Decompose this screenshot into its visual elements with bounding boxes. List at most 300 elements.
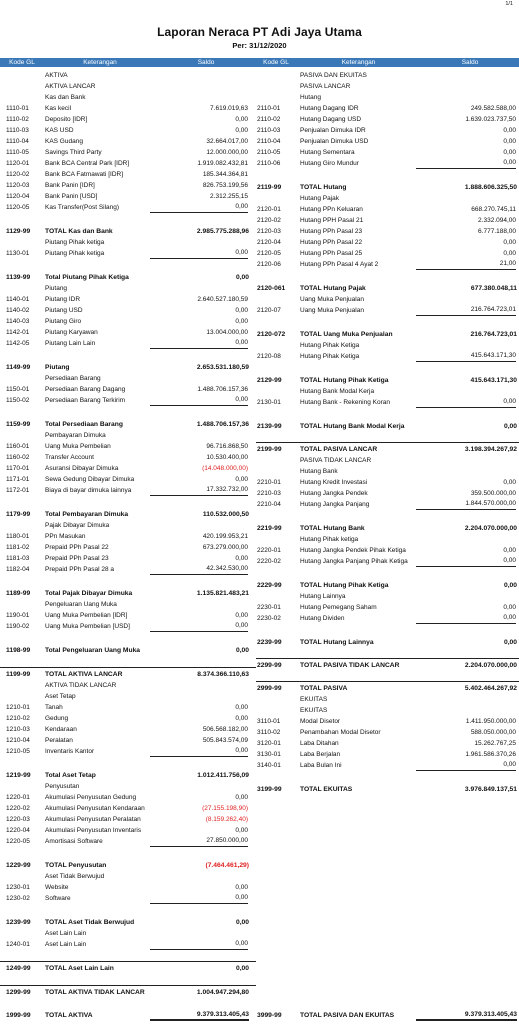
total-row: [256, 444, 519, 455]
total-amount: 2.204.070.000,00: [464, 662, 517, 669]
account-name: Hutang Bank: [300, 468, 338, 475]
total-row: [256, 580, 519, 591]
account-name: TOTAL Hutang Bank Modal Kerja: [300, 423, 405, 430]
total-row: [0, 669, 256, 680]
account-row: [256, 125, 519, 136]
account-row: [256, 237, 519, 248]
account-name: Pembayaran Dimuka: [45, 432, 106, 439]
account-row: [256, 351, 519, 362]
section-heading: [256, 455, 519, 466]
total-row: [0, 987, 256, 998]
account-name: Pengeluaran Uang Muka: [45, 601, 117, 608]
gl-code: 2120-07: [257, 307, 281, 314]
account-name: Penjualan Dimuka IDR: [300, 127, 366, 134]
account-name: Akumulasi Penyusutan Inventaris: [45, 827, 142, 834]
section-heading: [0, 680, 256, 691]
account-row: [0, 441, 256, 452]
gl-code: 1142-01: [6, 329, 30, 336]
total-row: [0, 419, 256, 430]
account-name: Hutang Sementara: [300, 149, 355, 156]
total-row: [256, 1010, 519, 1021]
amount: 0,00: [503, 138, 516, 145]
total-amount: 2.985.775.288,96: [196, 228, 249, 235]
amount: 0,00: [235, 555, 248, 562]
account-name: Uang Muka Penjualan: [300, 296, 364, 303]
amount: 0,00: [503, 604, 516, 611]
section-heading: [256, 386, 519, 397]
gl-code: 1190-01: [6, 612, 30, 619]
account-row: [256, 215, 519, 226]
amount: 13.004.000,00: [206, 329, 248, 336]
account-row: [0, 452, 256, 463]
section-heading: [0, 520, 256, 531]
gl-code: 3999-99: [257, 1012, 282, 1019]
account-name: TOTAL Hutang Pihak Ketiga: [300, 582, 389, 589]
account-row: [0, 294, 256, 305]
account-row: [0, 147, 256, 158]
section-heading: [0, 928, 256, 939]
gl-code: 1229-99: [6, 862, 31, 869]
gl-code: 1160-02: [6, 454, 30, 461]
amount: 0,00: [503, 250, 516, 257]
account-name: Hutang Pihak Ketiga: [300, 342, 360, 349]
total-amount: 9.379.313.405,43: [416, 1010, 517, 1021]
gl-code: 2229-99: [257, 582, 282, 589]
section-heading: [0, 283, 256, 294]
account-row: [256, 727, 519, 738]
account-name: Prepaid PPh Pasal 22: [45, 544, 109, 551]
amount: 0,00: [235, 884, 248, 891]
account-name: Website: [45, 884, 69, 891]
account-row: [0, 702, 256, 713]
account-name: Persediaan Barang: [45, 375, 101, 382]
account-name: Bank Panin [IDR]: [45, 182, 95, 189]
total-amount: 1.012.411.756,09: [197, 772, 249, 779]
amount: 2.640.527.180,59: [197, 296, 248, 303]
account-name: TOTAL PASIVA: [300, 685, 348, 692]
amount: 216.764.723,01: [416, 305, 516, 316]
account-name: TOTAL AKTIVA: [45, 1012, 93, 1019]
account-row: [0, 125, 256, 136]
account-name: Akumulasi Penyusutan Gedung: [45, 794, 137, 801]
gl-code: 2239-99: [257, 639, 282, 646]
account-name: TOTAL Hutang Bank: [300, 525, 365, 532]
account-name: TOTAL Hutang: [300, 184, 347, 191]
account-row: [256, 760, 519, 771]
total-row: [0, 272, 256, 283]
gl-code: 1120-03: [6, 182, 30, 189]
account-name: Piutang Lain Lain: [45, 340, 96, 347]
account-name: Hutang Dagang IDR: [300, 105, 359, 112]
gl-code: 2120-06: [257, 261, 281, 268]
account-row: [0, 338, 256, 349]
gl-code: 3130-01: [257, 751, 281, 758]
account-row: [0, 939, 256, 950]
account-name: Hutang Dagang USD: [300, 116, 362, 123]
total-row: [256, 523, 519, 534]
amount: 0,00: [235, 715, 248, 722]
account-name: Biaya di bayar dimuka lainnya: [45, 487, 132, 494]
account-name: Kas dan Bank: [45, 94, 86, 101]
account-row: [0, 724, 256, 735]
gl-code: 1199-99: [6, 671, 31, 678]
account-name: Aset Tetap: [45, 693, 76, 700]
gl-code: 1181-03: [6, 555, 30, 562]
amount: 0,00: [150, 395, 248, 406]
account-name: PASIVA LANCAR: [300, 83, 351, 90]
gl-code: 2120-01: [257, 206, 281, 213]
total-row: [0, 917, 256, 928]
account-row: [0, 305, 256, 316]
account-name: Hutang Giro Mundur: [300, 160, 359, 167]
account-row: [0, 191, 256, 202]
gl-code: 1220-03: [6, 816, 30, 823]
header-saldo-left: Saldo: [197, 59, 215, 66]
amount: 1.488.706.157,36: [197, 386, 248, 393]
total-amount: 2.653.531.180,59: [196, 364, 249, 371]
section-heading: [256, 705, 519, 716]
total-amount: 3.976.849.137,51: [464, 786, 517, 793]
account-name: Piutang USD: [45, 307, 83, 314]
gl-code: 1110-03: [6, 127, 29, 134]
account-name: Sewa Gedung Dibayar Dimuka: [45, 476, 135, 483]
account-row: [256, 136, 519, 147]
account-row: [0, 542, 256, 553]
account-name: Hutang Jangka Panjang Pihak Ketiga: [300, 558, 408, 565]
gl-code: 2110-05: [257, 149, 281, 156]
gl-code: 2230-01: [257, 604, 281, 611]
amount: 826.753.199,56: [202, 182, 248, 189]
account-name: PASIVA TIDAK LANCAR: [300, 457, 372, 464]
amount: 6.777.188,00: [478, 228, 516, 235]
amount: 0,00: [503, 149, 516, 156]
account-name: Bank BCA Central Park [IDR]: [45, 160, 130, 167]
account-row: [0, 316, 256, 327]
gl-code: 2110-02: [257, 116, 281, 123]
gl-code: 1139-99: [6, 274, 31, 281]
account-name: Hutang Pihak ketiga: [300, 536, 359, 543]
section-heading: [256, 193, 519, 204]
section-heading: [0, 373, 256, 384]
account-row: [0, 792, 256, 803]
account-name: Akumulasi Penyusutan Peralatan: [45, 816, 141, 823]
gl-code: 2110-01: [257, 105, 281, 112]
page-number: 1/1: [505, 1, 513, 7]
amount: 506.568.182,00: [202, 726, 248, 733]
total-amount: 110.532.000,50: [202, 511, 249, 518]
gl-code: 1210-05: [6, 748, 30, 755]
account-name: Hutang Jangka Panjang: [300, 501, 370, 508]
gl-code: 1179-99: [6, 511, 31, 518]
amount: 668.270.745,11: [471, 206, 516, 213]
gl-code: 3110-01: [257, 718, 281, 725]
total-row: [0, 645, 256, 656]
gl-code: 3199-99: [257, 786, 282, 793]
total-separator-line: [0, 961, 256, 962]
total-amount: 0,00: [235, 274, 249, 281]
account-name: Piutang Pihak ketiga: [45, 239, 105, 246]
total-row: [256, 375, 519, 386]
gl-code: 1159-99: [6, 421, 31, 428]
gl-code: 2210-04: [257, 501, 281, 508]
gl-code: 1230-02: [6, 895, 30, 902]
total-row: [0, 509, 256, 520]
account-name: Pajak Dibayar Dimuka: [45, 522, 110, 529]
gl-code: 2120-072: [257, 331, 286, 338]
account-row: [256, 248, 519, 259]
amount: (8.159.262,40): [205, 816, 248, 823]
account-row: [256, 602, 519, 613]
gl-code: 1230-01: [6, 884, 30, 891]
gl-code: 1240-01: [6, 941, 30, 948]
gl-code: 2139-99: [257, 423, 282, 430]
account-row: [0, 169, 256, 180]
account-name: TOTAL AKTIVA TIDAK LANCAR: [45, 989, 145, 996]
total-separator-line: [256, 681, 519, 682]
account-name: Total Aset Tetap: [45, 772, 96, 779]
account-name: Hutang Pemegang Saham: [300, 604, 377, 611]
account-name: EKUITAS: [300, 707, 328, 714]
amount: 673.279.000,00: [202, 544, 248, 551]
account-name: Laba Ditahan: [300, 740, 339, 747]
account-row: [256, 556, 519, 567]
total-amount: 0,00: [235, 965, 249, 972]
gl-code: 1210-01: [6, 704, 30, 711]
gl-code: 1220-05: [6, 838, 30, 845]
account-row: [0, 893, 256, 904]
gl-code: 1140-01: [6, 296, 30, 303]
account-name: Hutang Lainnya: [300, 593, 346, 600]
total-separator-line: [0, 667, 256, 668]
total-amount: (7.464.461,29): [205, 862, 249, 869]
account-name: Hutang Pihak Ketiga: [300, 353, 360, 360]
account-row: [0, 136, 256, 147]
account-name: Total Pembayaran Dimuka: [45, 511, 129, 518]
section-heading: [256, 81, 519, 92]
header-kode-gl-right: Kode GL: [263, 59, 289, 66]
section-heading: [0, 430, 256, 441]
account-name: Gedung: [45, 715, 69, 722]
amount: 21,00: [416, 259, 516, 270]
gl-code: 2120-03: [257, 228, 281, 235]
amount: 249.582.588,00: [470, 105, 516, 112]
account-row: [0, 327, 256, 338]
account-name: EKUITAS: [300, 696, 328, 703]
gl-code: 1171-01: [6, 476, 30, 483]
gl-code: 1210-03: [6, 726, 30, 733]
amount: 0,00: [503, 479, 516, 486]
gl-code: 1210-04: [6, 737, 30, 744]
account-name: Total Pajak Dibayar Dimuka: [45, 590, 133, 597]
amount: (14.048.000,00): [202, 465, 248, 472]
section-heading: [256, 534, 519, 545]
header-keterangan-left: Keterangan: [83, 59, 117, 66]
total-amount: 1.004.947.294,80: [196, 989, 249, 996]
amount: 0,00: [235, 127, 248, 134]
gl-code: 1142-05: [6, 340, 30, 347]
gl-code: 3110-02: [257, 729, 281, 736]
account-name: Piutang Pihak ketiga: [45, 250, 105, 257]
account-row: [256, 103, 519, 114]
gl-code: 2120-02: [257, 217, 281, 224]
report-period: Per: 31/12/2020: [232, 41, 287, 50]
account-name: Inventaris Kantor: [45, 748, 95, 755]
amount: 1.961.586.370,26: [465, 751, 516, 758]
account-name: Kas kecil: [45, 105, 72, 112]
account-name: PPn Masukan: [45, 533, 86, 540]
account-name: TOTAL Aset Tidak Berwujud: [45, 919, 135, 926]
account-row: [256, 259, 519, 270]
total-separator-line: [0, 985, 256, 986]
account-row: [0, 103, 256, 114]
gl-code: 2999-99: [257, 685, 282, 692]
gl-code: 1181-02: [6, 544, 30, 551]
gl-code: 2130-01: [257, 399, 281, 406]
account-row: [256, 716, 519, 727]
gl-code: 2220-01: [257, 547, 281, 554]
account-name: Prepaid PPh Pasal 28 a: [45, 566, 115, 573]
account-row: [0, 882, 256, 893]
account-name: Amortisasi Software: [45, 838, 103, 845]
total-row: [256, 784, 519, 795]
account-name: TOTAL Penyusutan: [45, 862, 107, 869]
account-row: [256, 749, 519, 760]
amount: 7.619.019,63: [210, 105, 248, 112]
section-heading: [0, 599, 256, 610]
account-name: Aset Lain Lain: [45, 930, 87, 937]
gl-code: 1120-01: [6, 160, 30, 167]
gl-code: 1220-02: [6, 805, 30, 812]
account-name: Uang Muka Pembelian [USD]: [45, 623, 130, 630]
amount: 359.500.000,00: [470, 490, 516, 497]
amount: 0,00: [416, 158, 516, 169]
account-name: PASIVA DAN EKUITAS: [300, 72, 367, 79]
account-name: Piutang: [45, 364, 70, 371]
total-row: [256, 283, 519, 294]
amount: 2.312.255,15: [210, 193, 248, 200]
amount: 415.643.171,30: [416, 351, 516, 362]
section-heading: [256, 340, 519, 351]
account-name: Modal Disetor: [300, 718, 341, 725]
account-name: Kas Transfer(Post Silang): [45, 204, 120, 211]
amount: 12.000.000,00: [206, 149, 248, 156]
total-amount: 0,00: [235, 647, 249, 654]
gl-code: 2210-03: [257, 490, 281, 497]
total-row: [0, 588, 256, 599]
account-row: [0, 553, 256, 564]
account-name: Piutang Giro: [45, 318, 82, 325]
amount: 420.199.953,21: [202, 533, 248, 540]
gl-code: 1150-02: [6, 397, 30, 404]
account-name: Bank BCA Fatmawati [IDR]: [45, 171, 124, 178]
account-row: [0, 746, 256, 757]
amount: 0,00: [416, 613, 516, 624]
gl-code: 1190-02: [6, 623, 30, 630]
gl-code: 1220-04: [6, 827, 30, 834]
account-row: [256, 158, 519, 169]
gl-code: 1172-01: [6, 487, 30, 494]
total-separator-line: [256, 658, 519, 659]
report-title: Laporan Neraca PT Adi Jaya Utama: [157, 25, 362, 39]
amount: 0,00: [235, 704, 248, 711]
section-heading: [256, 466, 519, 477]
table-header: [0, 58, 519, 67]
gl-code: 2120-05: [257, 250, 281, 257]
account-row: [256, 545, 519, 556]
amount: 588.050.000,00: [470, 729, 516, 736]
total-amount: 3.198.394.267,92: [464, 446, 517, 453]
section-heading: [256, 591, 519, 602]
amount: 17.332.732,00: [150, 485, 248, 496]
gl-code: 2120-08: [257, 353, 281, 360]
account-name: Hutang PPh Pasal 25: [300, 250, 363, 257]
gl-code: 1219-99: [6, 772, 31, 779]
section-heading: [0, 92, 256, 103]
amount: 27.850.000,00: [150, 836, 248, 847]
total-row: [256, 660, 519, 671]
account-row: [0, 803, 256, 814]
gl-code: 2219-99: [257, 525, 282, 532]
amount: 15.262.767,25: [474, 740, 516, 747]
account-name: Peralatan: [45, 737, 73, 744]
amount: 0,00: [150, 202, 248, 213]
account-row: [0, 384, 256, 395]
account-name: TOTAL Uang Muka Penjualan: [300, 331, 393, 338]
gl-code: 2199-99: [257, 446, 282, 453]
account-name: Total Pengeluaran Uang Muka: [45, 647, 141, 654]
account-name: KAS Gudang: [45, 138, 83, 145]
gl-code: 1120-05: [6, 204, 30, 211]
gl-code: 1210-02: [6, 715, 30, 722]
account-name: Total Persediaan Barang: [45, 421, 123, 428]
account-name: Hutang Bank Modal Kerja: [300, 388, 375, 395]
gl-code: 1180-01: [6, 533, 30, 540]
account-row: [256, 305, 519, 316]
account-row: [256, 397, 519, 408]
account-name: AKTIVA TIDAK LANCAR: [45, 682, 117, 689]
section-heading: [256, 70, 519, 81]
account-row: [0, 610, 256, 621]
account-name: Penjualan Dimuka USD: [300, 138, 369, 145]
section-heading: [256, 92, 519, 103]
total-row: [0, 1010, 256, 1021]
total-amount: 5.402.464.267,92: [464, 685, 517, 692]
total-row: [256, 421, 519, 432]
account-name: Aset Lain Lain: [45, 941, 87, 948]
amount: 0,00: [503, 239, 516, 246]
total-amount: 216.764.723,01: [470, 331, 517, 338]
account-name: Hutang Jangka Pendek: [300, 490, 368, 497]
account-name: Laba Berjalan: [300, 751, 341, 758]
account-name: TOTAL PASIVA DAN EKUITAS: [300, 1012, 395, 1019]
amount: 505.843.574,09: [202, 737, 248, 744]
account-name: Savings Third Party: [45, 149, 102, 156]
amount: 0,00: [235, 116, 248, 123]
account-row: [0, 531, 256, 542]
account-name: Persediaan Barang Terkirim: [45, 397, 126, 404]
account-row: [256, 226, 519, 237]
gl-code: 1110-01: [6, 105, 29, 112]
total-separator-line: [256, 442, 519, 443]
account-name: TOTAL EKUITAS: [300, 786, 353, 793]
account-row: [256, 613, 519, 624]
account-name: Hutang PPn Keluaran: [300, 206, 363, 213]
gl-code: 1140-02: [6, 307, 30, 314]
amount: 1.411.950.000,00: [465, 718, 516, 725]
amount: 185.344.364,81: [202, 171, 248, 178]
account-name: Total Piutang Pihak Ketiga: [45, 274, 129, 281]
gl-code: 1150-01: [6, 386, 30, 393]
